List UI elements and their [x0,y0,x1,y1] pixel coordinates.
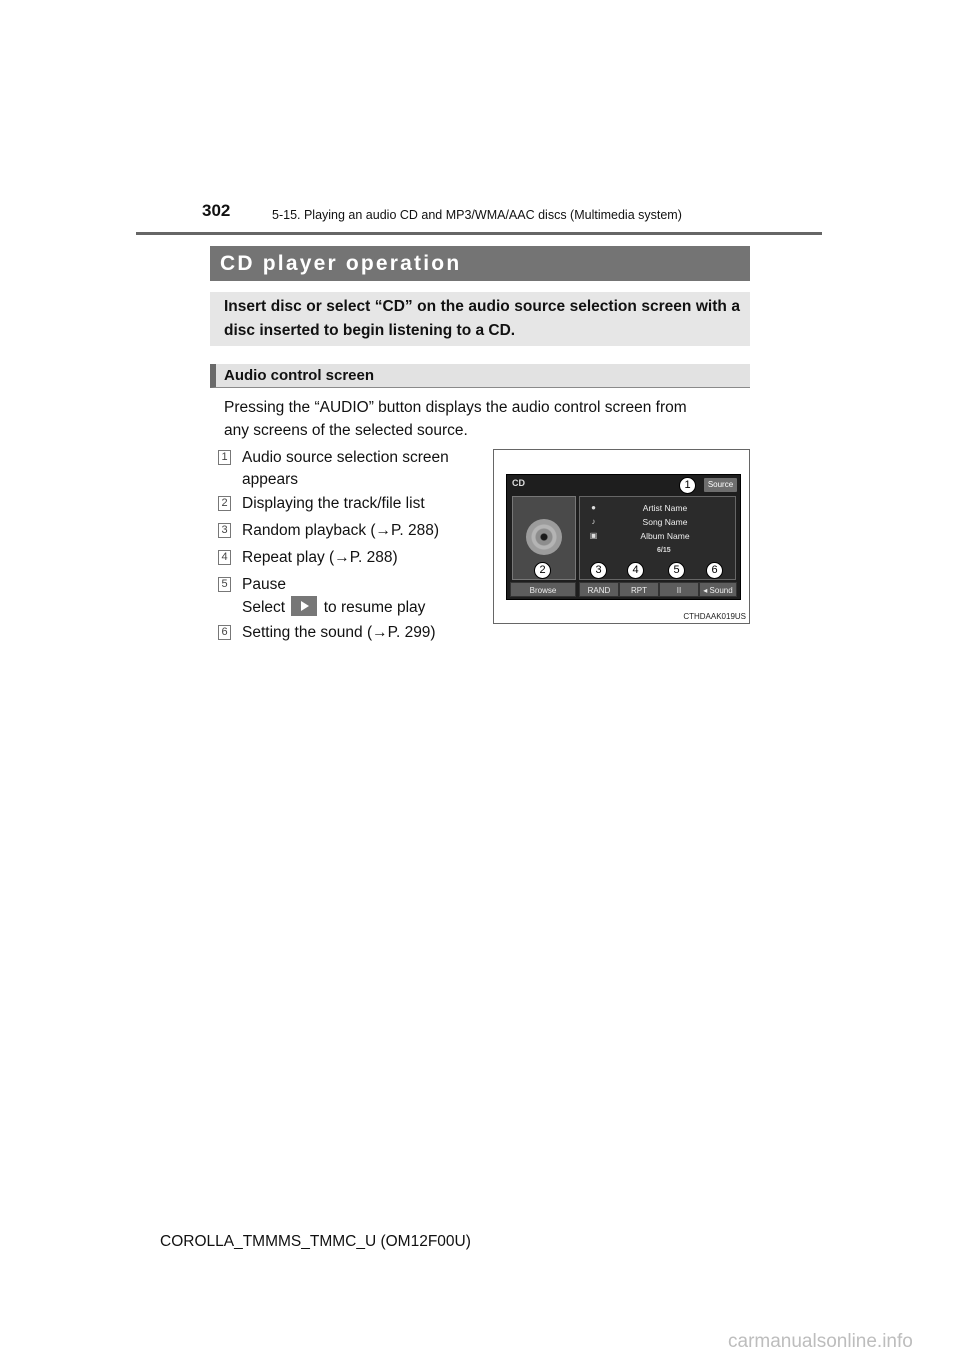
item-text-line-1: Pause [242,576,286,593]
figure-code: CTHDAAK019US [683,612,746,621]
description-line-2: any screens of the selected source. [224,422,468,439]
repeat-button[interactable]: RPT [619,582,659,597]
album-icon: ▣ [589,531,598,540]
item-text: Displaying the track/file list [242,495,425,512]
intro-box: Insert disc or select “CD” on the audio source selection screen with a disc inserted to begin listening to a CD. [210,292,750,346]
footer-text: COROLLA_TMMMS_TMMC_U (OM12F00U) [160,1233,471,1250]
artist-name: Artist Name [642,503,688,513]
subsection-heading: Audio control screen [210,364,750,388]
audio-screen-figure [493,449,750,624]
speaker-icon: ◂ [703,586,708,595]
music-note-icon: ♪ [591,517,596,526]
header-rule [136,232,822,235]
audio-control-screen [506,474,741,600]
person-icon: ● [591,503,596,512]
item-text [242,447,478,491]
album-row [580,530,735,544]
list-item [218,574,425,619]
watermark: carmanualsonline.info [728,1331,913,1352]
list-item [218,493,425,515]
list-item [218,622,436,644]
callout-4: 4 [627,562,644,579]
item-number: 2 [218,496,231,511]
source-button[interactable]: Source [704,478,737,492]
sound-button[interactable]: ◂ Sound [699,582,737,597]
list-item [218,547,398,569]
callout-6: 6 [706,562,723,579]
callout-5: 5 [668,562,685,579]
play-icon [291,596,317,616]
track-count: 6/15 [657,547,671,554]
pause-button[interactable]: II [659,582,699,597]
list-item [218,520,439,542]
item-text-line-2: Select to resume play [242,599,425,616]
list-item [218,447,478,491]
page-number: 302 [202,201,231,220]
section-title: CD player operation [210,246,750,281]
callout-3: 3 [590,562,607,579]
item-text-line-2: appears [242,471,299,488]
item-text [242,574,425,619]
disc-icon [526,519,562,555]
item-text: Random playback (→P. 288) [242,522,440,539]
browse-button[interactable]: Browse [510,582,576,597]
random-button[interactable]: RAND [579,582,619,597]
song-name: Song Name [642,517,688,527]
description-line-1: Pressing the “AUDIO” button displays the audio control screen from [224,399,687,416]
artist-row [580,502,735,516]
album-name: Album Name [640,531,690,541]
item-text: Repeat play (→P. 288) [242,549,398,566]
section-reference: 5-15. Playing an audio CD and MP3/WMA/AAC discs (Multimedia system) [272,208,682,222]
bottom-button-bar [507,582,740,599]
item-number: 5 [218,577,231,592]
item-number: 1 [218,450,231,465]
callout-2: 2 [534,562,551,579]
subsection-description [224,396,744,442]
item-number: 4 [218,550,231,565]
item-text: Setting the sound (→P. 299) [242,624,436,641]
song-row [580,516,735,530]
item-text-line-1: Audio source selection screen [242,449,449,466]
screen-title: CD [512,478,525,488]
callout-1: 1 [679,477,696,494]
item-number: 6 [218,625,231,640]
item-number: 3 [218,523,231,538]
